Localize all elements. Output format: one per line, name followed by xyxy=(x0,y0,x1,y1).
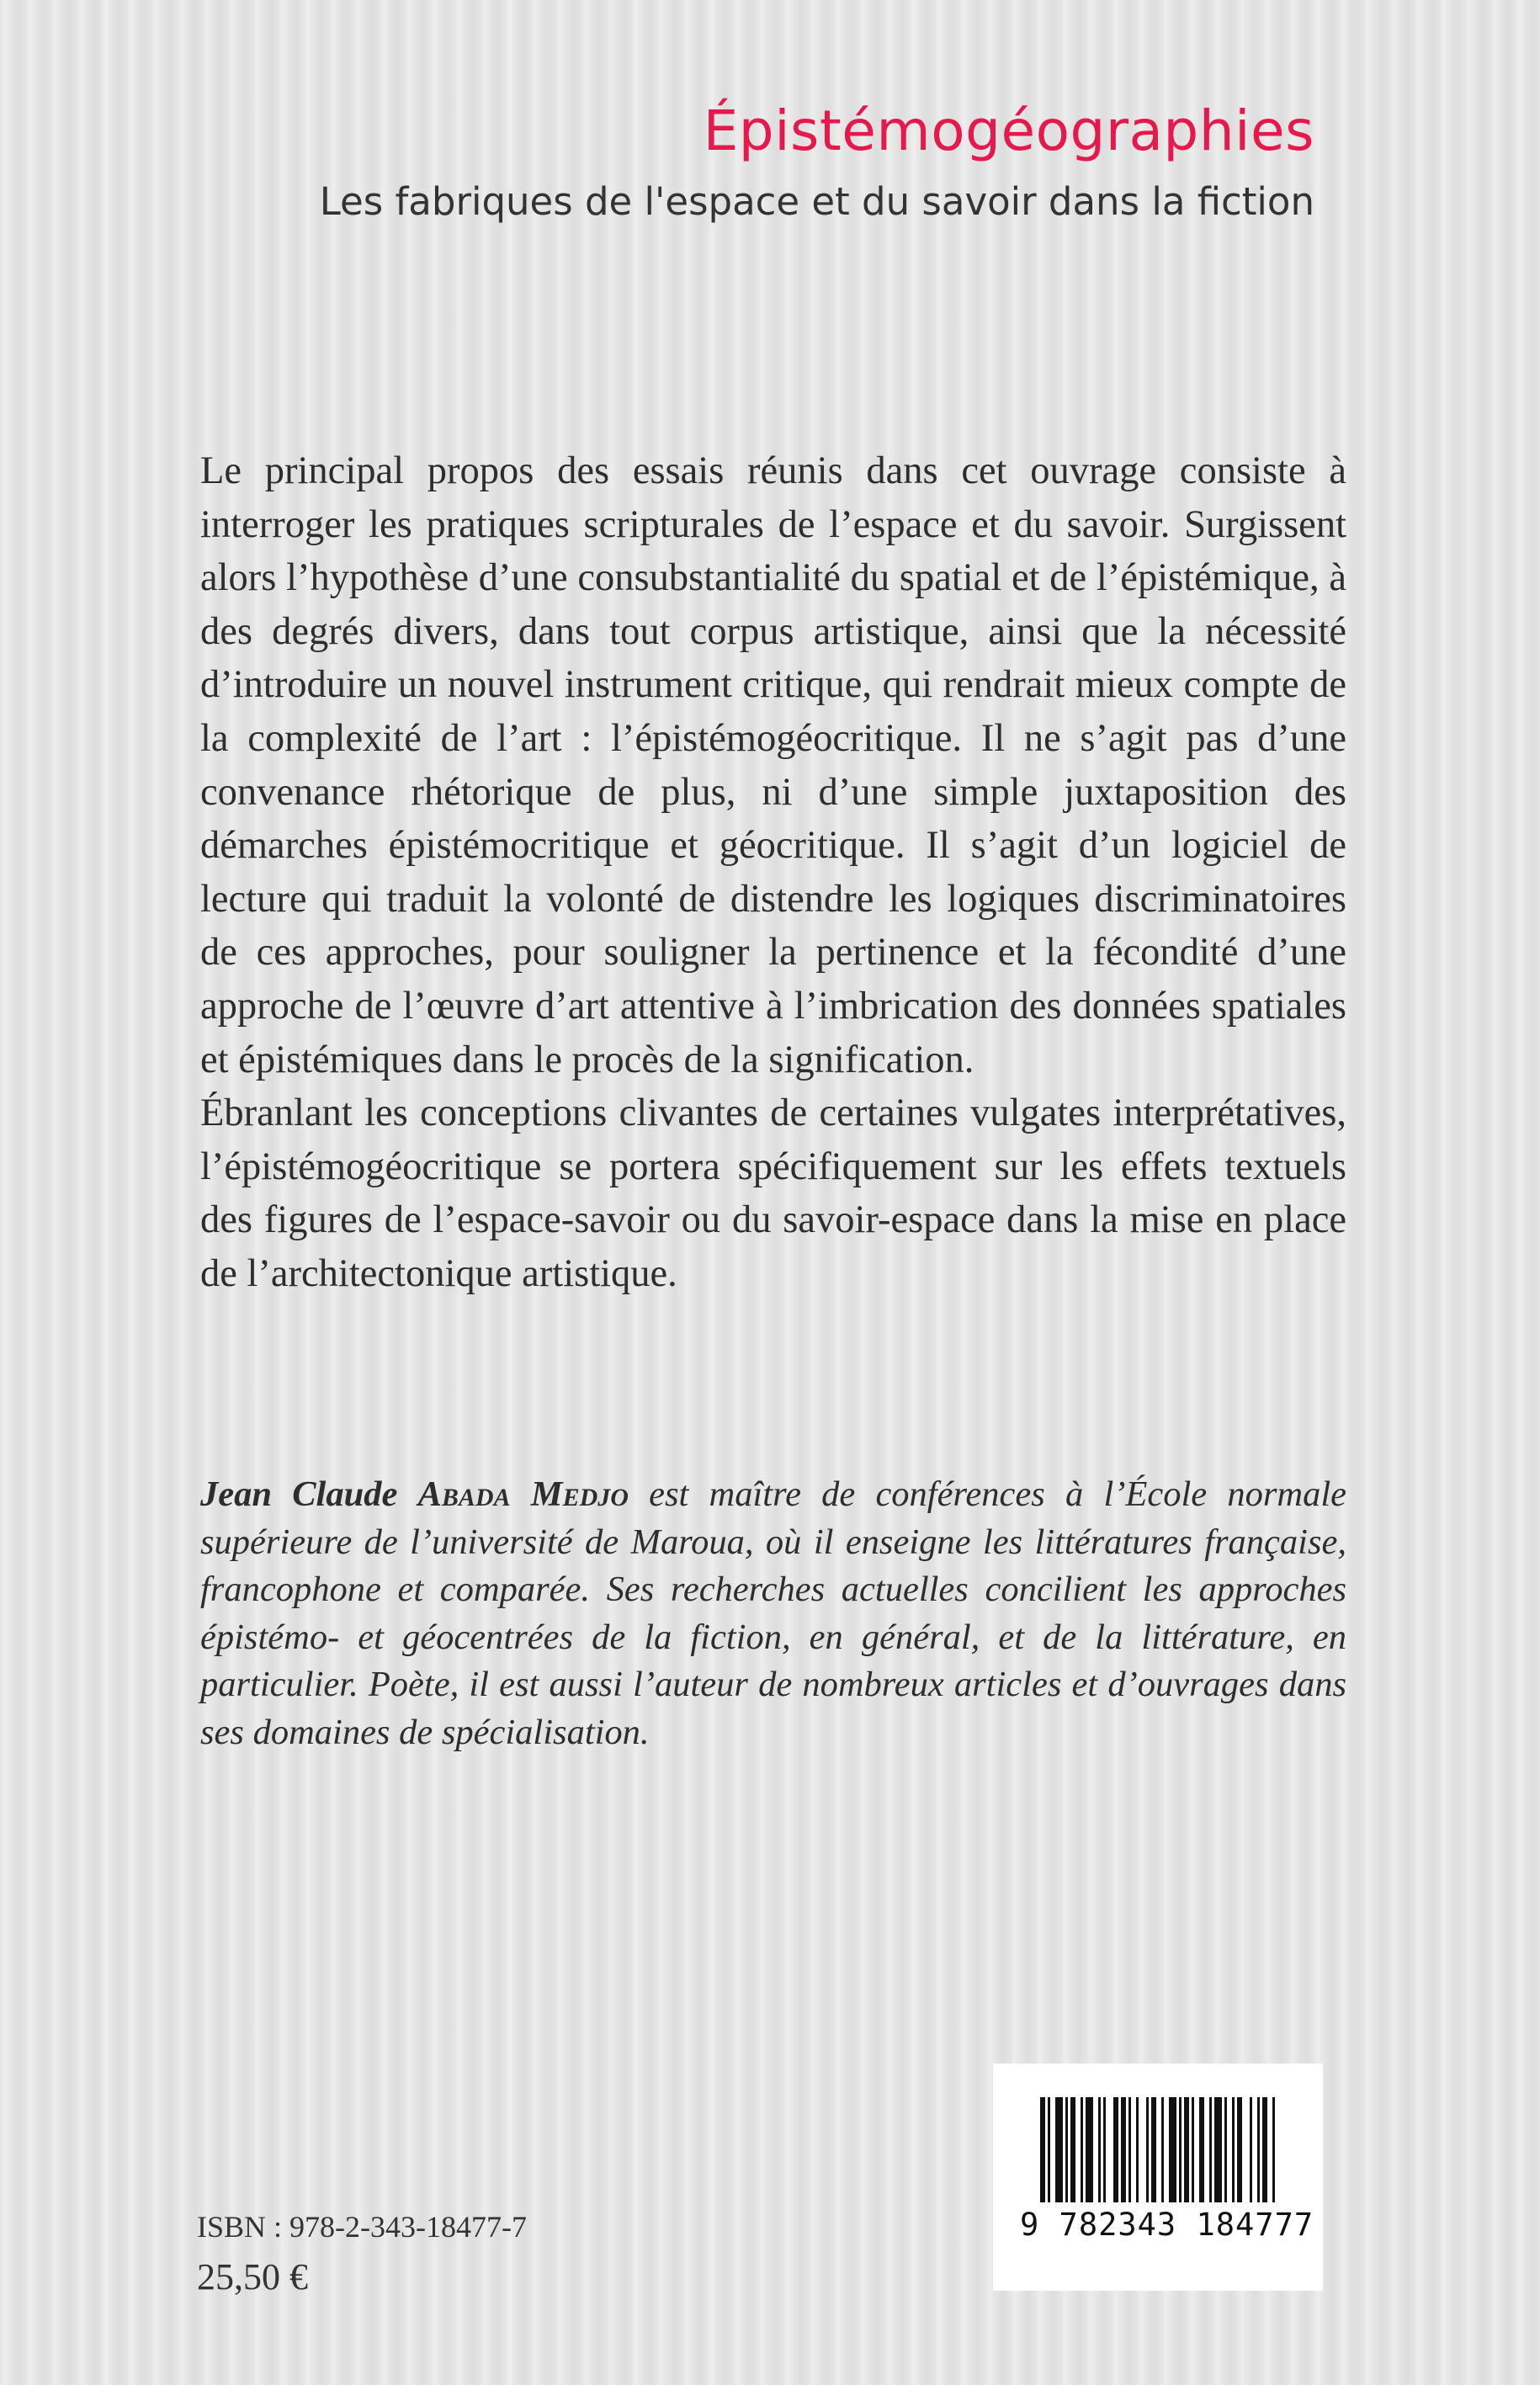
barcode-bar xyxy=(1128,2097,1131,2202)
barcode-bar xyxy=(1237,2097,1242,2202)
barcode-bar xyxy=(1257,2097,1260,2202)
barcode-bar xyxy=(1055,2097,1063,2202)
barcode-bar xyxy=(1199,2097,1204,2202)
barcode-bar xyxy=(1192,2097,1194,2202)
author-last-name: Abada Medjo xyxy=(417,1474,629,1514)
barcode-bar xyxy=(1081,2097,1083,2202)
barcode-bar xyxy=(1224,2097,1227,2202)
barcode-bar xyxy=(1103,2097,1106,2202)
author-bio-text: est maître de conférences à l’École normale supérieure de l’université de Maroua, où il enseigne les littératures française, francophone et comparée. Ses recherches actuelles concilient les approches épistémo- et géocentrées de la fiction, en général, et de la littérature, en particulier. Poète, il est aussi l’auteur de nombreux articles et d’ouvrages dans ses domaines de spécialisation. xyxy=(200,1474,1347,1752)
barcode-bar xyxy=(1113,2097,1118,2202)
barcode-bar xyxy=(1151,2097,1156,2202)
barcode-bars xyxy=(1040,2097,1284,2202)
header xyxy=(319,98,1314,225)
barcode-bar xyxy=(1040,2097,1045,2202)
barcode-bar xyxy=(1065,2097,1068,2202)
barcode-bar xyxy=(1250,2097,1252,2202)
author-first-name: Jean Claude xyxy=(200,1474,398,1514)
isbn: ISBN : 978-2-343-18477-7 xyxy=(197,2210,527,2244)
barcode-bar xyxy=(1169,2097,1176,2202)
barcode-bar xyxy=(1161,2097,1164,2202)
barcode-bar xyxy=(1098,2097,1101,2202)
barcode-bar xyxy=(1272,2097,1275,2202)
price: 25,50 € xyxy=(197,2256,308,2297)
barcode-bar xyxy=(1136,2097,1139,2202)
book-title: Épistémogéographies xyxy=(703,98,1314,163)
barcode-bar xyxy=(1146,2097,1149,2202)
author-name xyxy=(200,1474,629,1514)
summary-text xyxy=(200,444,1346,1301)
summary-paragraph-1: Le principal propos des essais réunis dans cet ouvrage consiste à interroger les pratiques scripturales de l’espace et du savoir. Surgissent alors l’hypothèse d’une consubstantialité du spatial et de l’épistémique, à des degrés divers, dans tout corpus artistique, ainsi que la nécessité d’introduire un nouvel instrument critique, qui rendrait mieux compte de la complexité de l’art : l’épistémogéocritique. Il ne s’agit pas d’une convenance rhétorique de plus, ni d’une simple juxtaposition des démarches épistémocritique et géocritique. Il s’agit d’un logiciel de lecture qui traduit la volonté de distendre les logiques discriminatoires de ces approches, pour souligner la pertinence et la fécondité d’une approche de l’œuvre d’art attentive à l’imbrication des données spatiales et épistémiques dans le procès de la signification. xyxy=(200,449,1346,1081)
barcode xyxy=(993,2064,1323,2291)
barcode-bar xyxy=(1214,2097,1222,2202)
barcode-bar xyxy=(1184,2097,1189,2202)
book-subtitle: Les fabriques de l'espace et du savoir dans la fiction xyxy=(319,178,1314,224)
barcode-bar xyxy=(1262,2097,1267,2202)
barcode-digits: 9 782343 184777 xyxy=(1020,2207,1314,2243)
barcode-bar xyxy=(1179,2097,1182,2202)
summary-paragraph-2: Ébranlant les conceptions clivantes de certaines vulgates interprétatives, l’épistémogéocritique se portera spécifiquement sur les effets textuels des figures de l’espace-savoir ou du savoir-espace dans la mise en place de l’architectonique artistique. xyxy=(200,1092,1346,1295)
barcode-bar xyxy=(1209,2097,1212,2202)
barcode-bar xyxy=(1086,2097,1093,2202)
barcode-bar xyxy=(1232,2097,1235,2202)
barcode-bar xyxy=(1048,2097,1050,2202)
barcode-bar xyxy=(1121,2097,1126,2202)
barcode-bar xyxy=(1070,2097,1075,2202)
author-bio xyxy=(200,1471,1346,1756)
